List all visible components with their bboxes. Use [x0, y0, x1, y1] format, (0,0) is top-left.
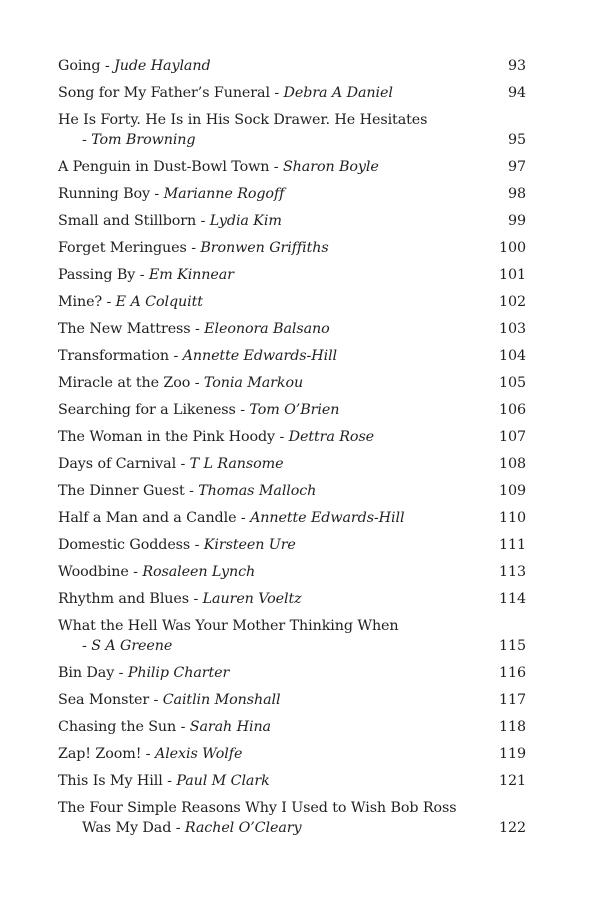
- entry-title: Searching for a Likeness: [58, 402, 236, 418]
- entry-title: Zap! Zoom!: [58, 746, 142, 762]
- entry-author: Rachel O’Cleary: [184, 820, 302, 836]
- entry-title: Chasing the Sun: [58, 719, 177, 735]
- toc-entry[interactable]: What the Hell Was Your Mother Thinking When - S A Greene 115: [58, 618, 526, 654]
- entry-title: A Penguin in Dust-Bowl Town: [58, 159, 270, 175]
- entry-author: Caitlin Monshall: [162, 692, 281, 708]
- entry-page: 116: [499, 665, 526, 681]
- entry-page: 93: [508, 58, 526, 74]
- toc-entry[interactable]: This Is My Hill - Paul M Clark 121: [58, 773, 526, 789]
- toc-entry[interactable]: Transformation - Annette Edwards-Hill 104: [58, 348, 526, 364]
- entry-page: 95: [508, 132, 526, 148]
- entry-title: Running Boy: [58, 186, 150, 202]
- entry-page: 104: [499, 348, 526, 364]
- toc-entry[interactable]: Days of Carnival - T L Ransome 108: [58, 456, 526, 472]
- toc-entry[interactable]: Rhythm and Blues - Lauren Voeltz 114: [58, 591, 526, 607]
- entry-title: Rhythm and Blues: [58, 591, 190, 607]
- toc-entry[interactable]: Going - Jude Hayland 93: [58, 58, 526, 74]
- entry-page: 119: [499, 746, 526, 762]
- entry-author: Alexis Wolfe: [154, 746, 243, 762]
- entry-title: What the Hell Was Your Mother Thinking When: [58, 618, 399, 634]
- entry-title: Domestic Goddess: [58, 537, 191, 553]
- entry-author: Kirsteen Ure: [203, 537, 296, 553]
- toc-entry[interactable]: Chasing the Sun - Sarah Hina 118: [58, 719, 526, 735]
- entry-author: Sarah Hina: [189, 719, 271, 735]
- toc-entry[interactable]: Passing By - Em Kinnear 101: [58, 267, 526, 283]
- entry-page: 94: [508, 85, 526, 101]
- toc-entry[interactable]: The Four Simple Reasons Why I Used to Wish Bob Ross Was My Dad - Rachel O’Cleary 122: [58, 800, 526, 836]
- entry-author: Tom Browning: [91, 132, 196, 148]
- toc-entry[interactable]: The Woman in the Pink Hoody - Dettra Rose 107: [58, 429, 526, 445]
- entry-title: Miracle at the Zoo: [58, 375, 191, 391]
- entry-title: Transformation: [58, 348, 169, 364]
- toc-entry[interactable]: Zap! Zoom! - Alexis Wolfe 119: [58, 746, 526, 762]
- entry-author: E A Colquitt: [115, 294, 203, 310]
- toc-entry[interactable]: The Dinner Guest - Thomas Malloch 109: [58, 483, 526, 499]
- entry-page: 115: [499, 638, 526, 654]
- entry-author: Annette Edwards-Hill: [182, 348, 338, 364]
- entry-author: Tom O’Brien: [249, 402, 340, 418]
- entry-author: Lydia Kim: [209, 213, 282, 229]
- entry-title-continued: Was My Dad: [82, 820, 172, 836]
- toc-entry[interactable]: Running Boy - Marianne Rogoff 98: [58, 186, 526, 202]
- entry-title: Woodbine: [58, 564, 129, 580]
- entry-title: Bin Day: [58, 665, 115, 681]
- toc-entry[interactable]: The New Mattress - Eleonora Balsano 103: [58, 321, 526, 337]
- entry-page: 110: [499, 510, 526, 526]
- toc-entry[interactable]: Sea Monster - Caitlin Monshall 117: [58, 692, 526, 708]
- entry-title: Days of Carnival: [58, 456, 177, 472]
- entry-page: 122: [499, 820, 526, 836]
- entry-page: 114: [499, 591, 526, 607]
- entry-author: Lauren Voeltz: [202, 591, 302, 607]
- entry-page: 109: [499, 483, 526, 499]
- entry-page: 121: [499, 773, 526, 789]
- toc-entry[interactable]: A Penguin in Dust-Bowl Town - Sharon Boyle 97: [58, 159, 526, 175]
- entry-title: Small and Stillborn: [58, 213, 197, 229]
- entry-page: 108: [499, 456, 526, 472]
- entry-page: 107: [499, 429, 526, 445]
- entry-author: Annette Edwards-Hill: [250, 510, 405, 526]
- entry-author: S A Greene: [91, 638, 173, 654]
- entry-author: Philip Charter: [127, 665, 230, 681]
- entry-author: Marianne Rogoff: [163, 186, 285, 202]
- toc-entry[interactable]: Domestic Goddess - Kirsteen Ure 111: [58, 537, 526, 553]
- entry-title: Passing By: [58, 267, 136, 283]
- entry-page: 98: [508, 186, 526, 202]
- entry-title: Mine?: [58, 294, 103, 310]
- entry-author: Jude Hayland: [114, 58, 211, 74]
- entry-page: 118: [499, 719, 526, 735]
- toc-entry[interactable]: Song for My Father’s Funeral - Debra A Daniel 94: [58, 85, 526, 101]
- entry-page: 97: [508, 159, 526, 175]
- entry-title: The Four Simple Reasons Why I Used to Wish Bob Ross: [58, 800, 457, 816]
- entry-page: 106: [499, 402, 526, 418]
- entry-author: Debra A Daniel: [283, 85, 393, 101]
- entry-page: 105: [499, 375, 526, 391]
- entry-page: 100: [499, 240, 526, 256]
- entry-author: Bronwen Griffiths: [200, 240, 329, 256]
- toc-entry[interactable]: Woodbine - Rosaleen Lynch 113: [58, 564, 526, 580]
- toc-entry[interactable]: Half a Man and a Candle - Annette Edwards-Hill 110: [58, 510, 526, 526]
- toc-entry[interactable]: Small and Stillborn - Lydia Kim 99: [58, 213, 526, 229]
- toc-entry[interactable]: Bin Day - Philip Charter 116: [58, 665, 526, 681]
- entry-title: The New Mattress: [58, 321, 191, 337]
- entry-author: Sharon Boyle: [282, 159, 379, 175]
- entry-author: Thomas Malloch: [198, 483, 317, 499]
- toc-entry[interactable]: Miracle at the Zoo - Tonia Markou 105: [58, 375, 526, 391]
- entry-title: The Dinner Guest: [58, 483, 185, 499]
- entry-author: T L Ransome: [189, 456, 284, 472]
- entry-author: Rosaleen Lynch: [142, 564, 256, 580]
- entry-page: 102: [499, 294, 526, 310]
- entry-title: He Is Forty. He Is in His Sock Drawer. He Hesitates: [58, 112, 428, 128]
- entry-title: This Is My Hill: [58, 773, 163, 789]
- entry-page: 113: [499, 564, 526, 580]
- entry-author: Dettra Rose: [288, 429, 375, 445]
- entry-author: Em Kinnear: [148, 267, 234, 283]
- entry-author: Paul M Clark: [176, 773, 270, 789]
- entry-page: 103: [499, 321, 526, 337]
- entry-page: 111: [499, 537, 526, 553]
- entry-page: 99: [508, 213, 526, 229]
- toc-entry[interactable]: Forget Meringues - Bronwen Griffiths 100: [58, 240, 526, 256]
- entry-title: Half a Man and a Candle: [58, 510, 237, 526]
- toc-entry[interactable]: Mine? - E A Colquitt 102: [58, 294, 526, 310]
- toc-entry[interactable]: He Is Forty. He Is in His Sock Drawer. He Hesitates - Tom Browning 95: [58, 112, 526, 148]
- entry-title: Sea Monster: [58, 692, 150, 708]
- entry-title: Forget Meringues: [58, 240, 187, 256]
- entry-author: Tonia Markou: [203, 375, 304, 391]
- entry-author: Eleonora Balsano: [204, 321, 330, 337]
- entry-page: 101: [499, 267, 526, 283]
- table-of-contents: [58, 56, 526, 845]
- entry-title: Going: [58, 58, 101, 74]
- entry-title: Song for My Father’s Funeral: [58, 85, 270, 101]
- entry-page: 117: [499, 692, 526, 708]
- toc-entry[interactable]: Searching for a Likeness - Tom O’Brien 106: [58, 402, 526, 418]
- entry-title: The Woman in the Pink Hoody: [58, 429, 276, 445]
